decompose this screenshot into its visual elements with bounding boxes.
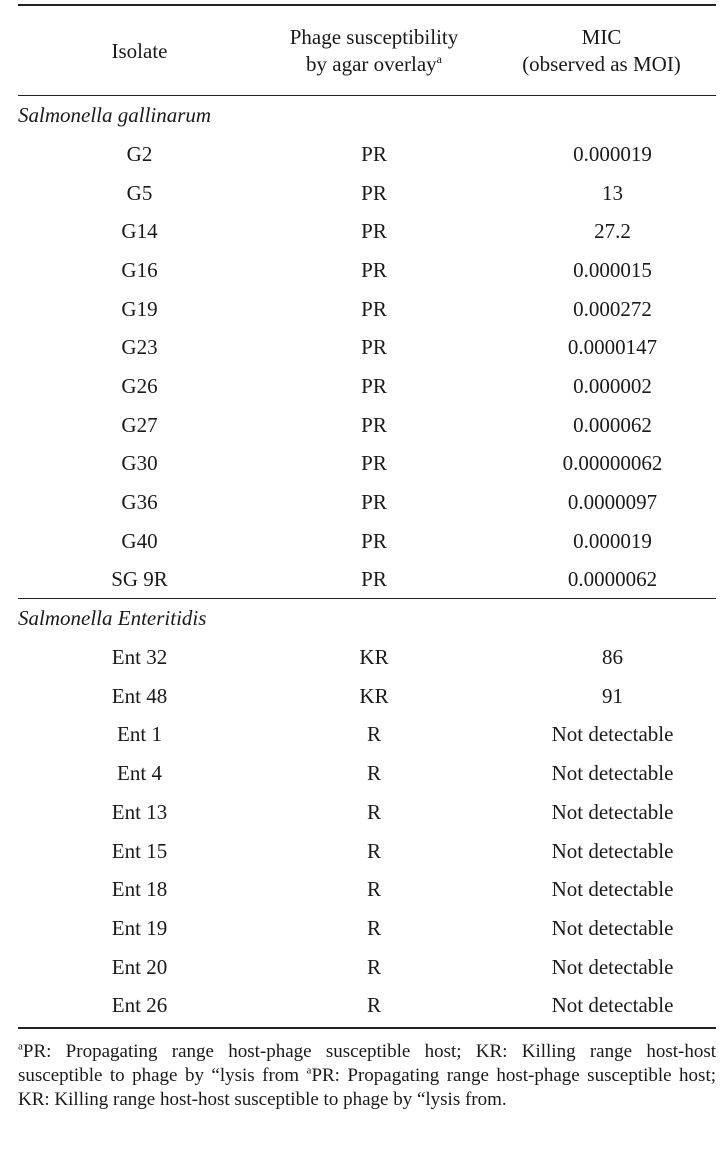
- section-title: Salmonella Enteritidis: [18, 606, 207, 631]
- phage-cell: KR: [359, 645, 389, 670]
- mic-cell: Not detectable: [551, 993, 674, 1018]
- table-row: [18, 522, 716, 561]
- phage-cell: R: [366, 799, 381, 824]
- table-row: [18, 948, 716, 987]
- mic-cell: Not detectable: [551, 761, 674, 786]
- isolate-cell: SG 9R: [111, 567, 168, 592]
- table-row: [18, 832, 716, 871]
- table-row: [18, 328, 716, 367]
- isolate-cell: Ent 4: [117, 761, 162, 786]
- phage-cell: PR: [361, 490, 387, 515]
- phage-cell: R: [366, 954, 381, 979]
- table-row: [18, 716, 716, 755]
- isolate-cell: G23: [121, 335, 158, 360]
- phage-cell: PR: [361, 528, 387, 553]
- phage-cell: KR: [359, 683, 389, 708]
- table-row: [18, 909, 716, 948]
- table-row: [18, 135, 716, 174]
- section-header-row: [18, 96, 716, 135]
- table-row: [18, 483, 716, 522]
- isolate-cell: Ent 26: [111, 993, 168, 1018]
- footnote-sup: a: [306, 1064, 312, 1077]
- table-row: [18, 212, 716, 251]
- table-row: [18, 677, 716, 716]
- mic-cell: Not detectable: [551, 915, 674, 940]
- bottom-rule: [18, 1027, 716, 1029]
- phage-cell: R: [366, 838, 381, 863]
- mic-cell: 91: [602, 683, 623, 708]
- mic-cell: 0.000019: [573, 528, 652, 553]
- isolate-cell: G27: [121, 412, 158, 437]
- footnote-marker: a: [436, 52, 442, 66]
- mic-cell: 13: [602, 180, 623, 205]
- table-row: [18, 251, 716, 290]
- isolate-cell: G40: [121, 528, 158, 553]
- phage-cell: R: [366, 761, 381, 786]
- phage-cell: R: [366, 993, 381, 1018]
- mic-cell: 27.2: [594, 219, 631, 244]
- table-row: [18, 793, 716, 832]
- isolate-cell: G16: [121, 257, 158, 282]
- isolate-cell: G36: [121, 490, 158, 515]
- phage-cell: PR: [361, 335, 387, 360]
- isolate-cell: G14: [121, 219, 158, 244]
- table-row: [18, 174, 716, 213]
- table-row: [18, 986, 716, 1025]
- phage-cell: R: [366, 915, 381, 940]
- phage-cell: PR: [361, 412, 387, 437]
- phage-cell: PR: [361, 257, 387, 282]
- isolate-cell: Ent 20: [111, 954, 168, 979]
- table-row: [18, 445, 716, 484]
- header-isolate: Isolate: [111, 38, 168, 63]
- mic-cell: 0.000062: [573, 412, 652, 437]
- header-row: [18, 6, 716, 96]
- phage-cell: PR: [361, 373, 387, 398]
- mic-cell: 0.0000097: [567, 490, 658, 515]
- table-row: [18, 754, 716, 793]
- table-row: [18, 870, 716, 909]
- isolate-cell: Ent 48: [111, 683, 168, 708]
- table-row: [18, 406, 716, 445]
- mic-cell: Not detectable: [551, 838, 674, 863]
- header-mic: MIC (observed as MOI): [522, 25, 681, 76]
- mic-cell: 86: [602, 645, 623, 670]
- section-title: Salmonella gallinarum: [18, 103, 212, 127]
- isolate-cell: G19: [121, 296, 158, 321]
- isolate-cell: Ent 13: [111, 799, 168, 824]
- mic-cell: 0.000019: [573, 141, 652, 166]
- mic-cell: Not detectable: [551, 799, 674, 824]
- mic-cell: 0.000015: [573, 257, 652, 282]
- phage-cell: PR: [361, 180, 387, 205]
- data-table: [18, 6, 716, 1025]
- footnote-text-1: PR: Propagating range host-phage susceptible host; KR: Killing range host-host susceptible to phage by “lysis from: [18, 1041, 716, 1086]
- mic-cell: Not detectable: [551, 722, 674, 747]
- isolate-cell: Ent 18: [111, 877, 168, 902]
- section-enteritidis: [18, 599, 716, 1025]
- section-gallinarum: [18, 96, 716, 599]
- isolate-cell: Ent 19: [111, 915, 168, 940]
- table-row: [18, 290, 716, 329]
- footnote-sup: a: [18, 1040, 23, 1053]
- phage-cell: PR: [361, 451, 387, 476]
- phage-cell: R: [366, 877, 381, 902]
- table-row: [18, 367, 716, 406]
- mic-cell: Not detectable: [551, 954, 674, 979]
- phage-cell: PR: [361, 296, 387, 321]
- table-row: [18, 561, 716, 600]
- isolate-cell: G5: [126, 180, 153, 205]
- footnote-text-2: PR: Propagating range host-phage susceptible host; KR: Killing range host-host susceptible to phage by “lysis from.: [18, 1065, 717, 1110]
- phage-cell: PR: [361, 141, 387, 166]
- mic-cell: Not detectable: [551, 877, 674, 902]
- mic-cell: 0.000272: [573, 296, 652, 321]
- mic-cell: 0.00000062: [562, 451, 663, 476]
- table-row: [18, 638, 716, 677]
- isolate-cell: Ent 1: [117, 722, 162, 747]
- isolate-cell: G26: [121, 373, 158, 398]
- table-footnote: [18, 1040, 716, 1112]
- mic-cell: 0.0000147: [567, 335, 658, 360]
- isolate-cell: G2: [126, 141, 153, 166]
- isolate-cell: Ent 32: [111, 645, 168, 670]
- section-header-row: [18, 599, 716, 638]
- header-phage-susceptibility: Phage susceptibility by agar overlay$^a$: [289, 25, 459, 76]
- phage-cell: R: [366, 722, 381, 747]
- mic-cell: 0.000002: [573, 373, 652, 398]
- isolate-cell: Ent 15: [111, 838, 168, 863]
- phage-cell: PR: [361, 567, 387, 592]
- isolate-cell: G30: [121, 451, 158, 476]
- mic-cell: 0.0000062: [567, 567, 658, 592]
- phage-cell: PR: [361, 219, 387, 244]
